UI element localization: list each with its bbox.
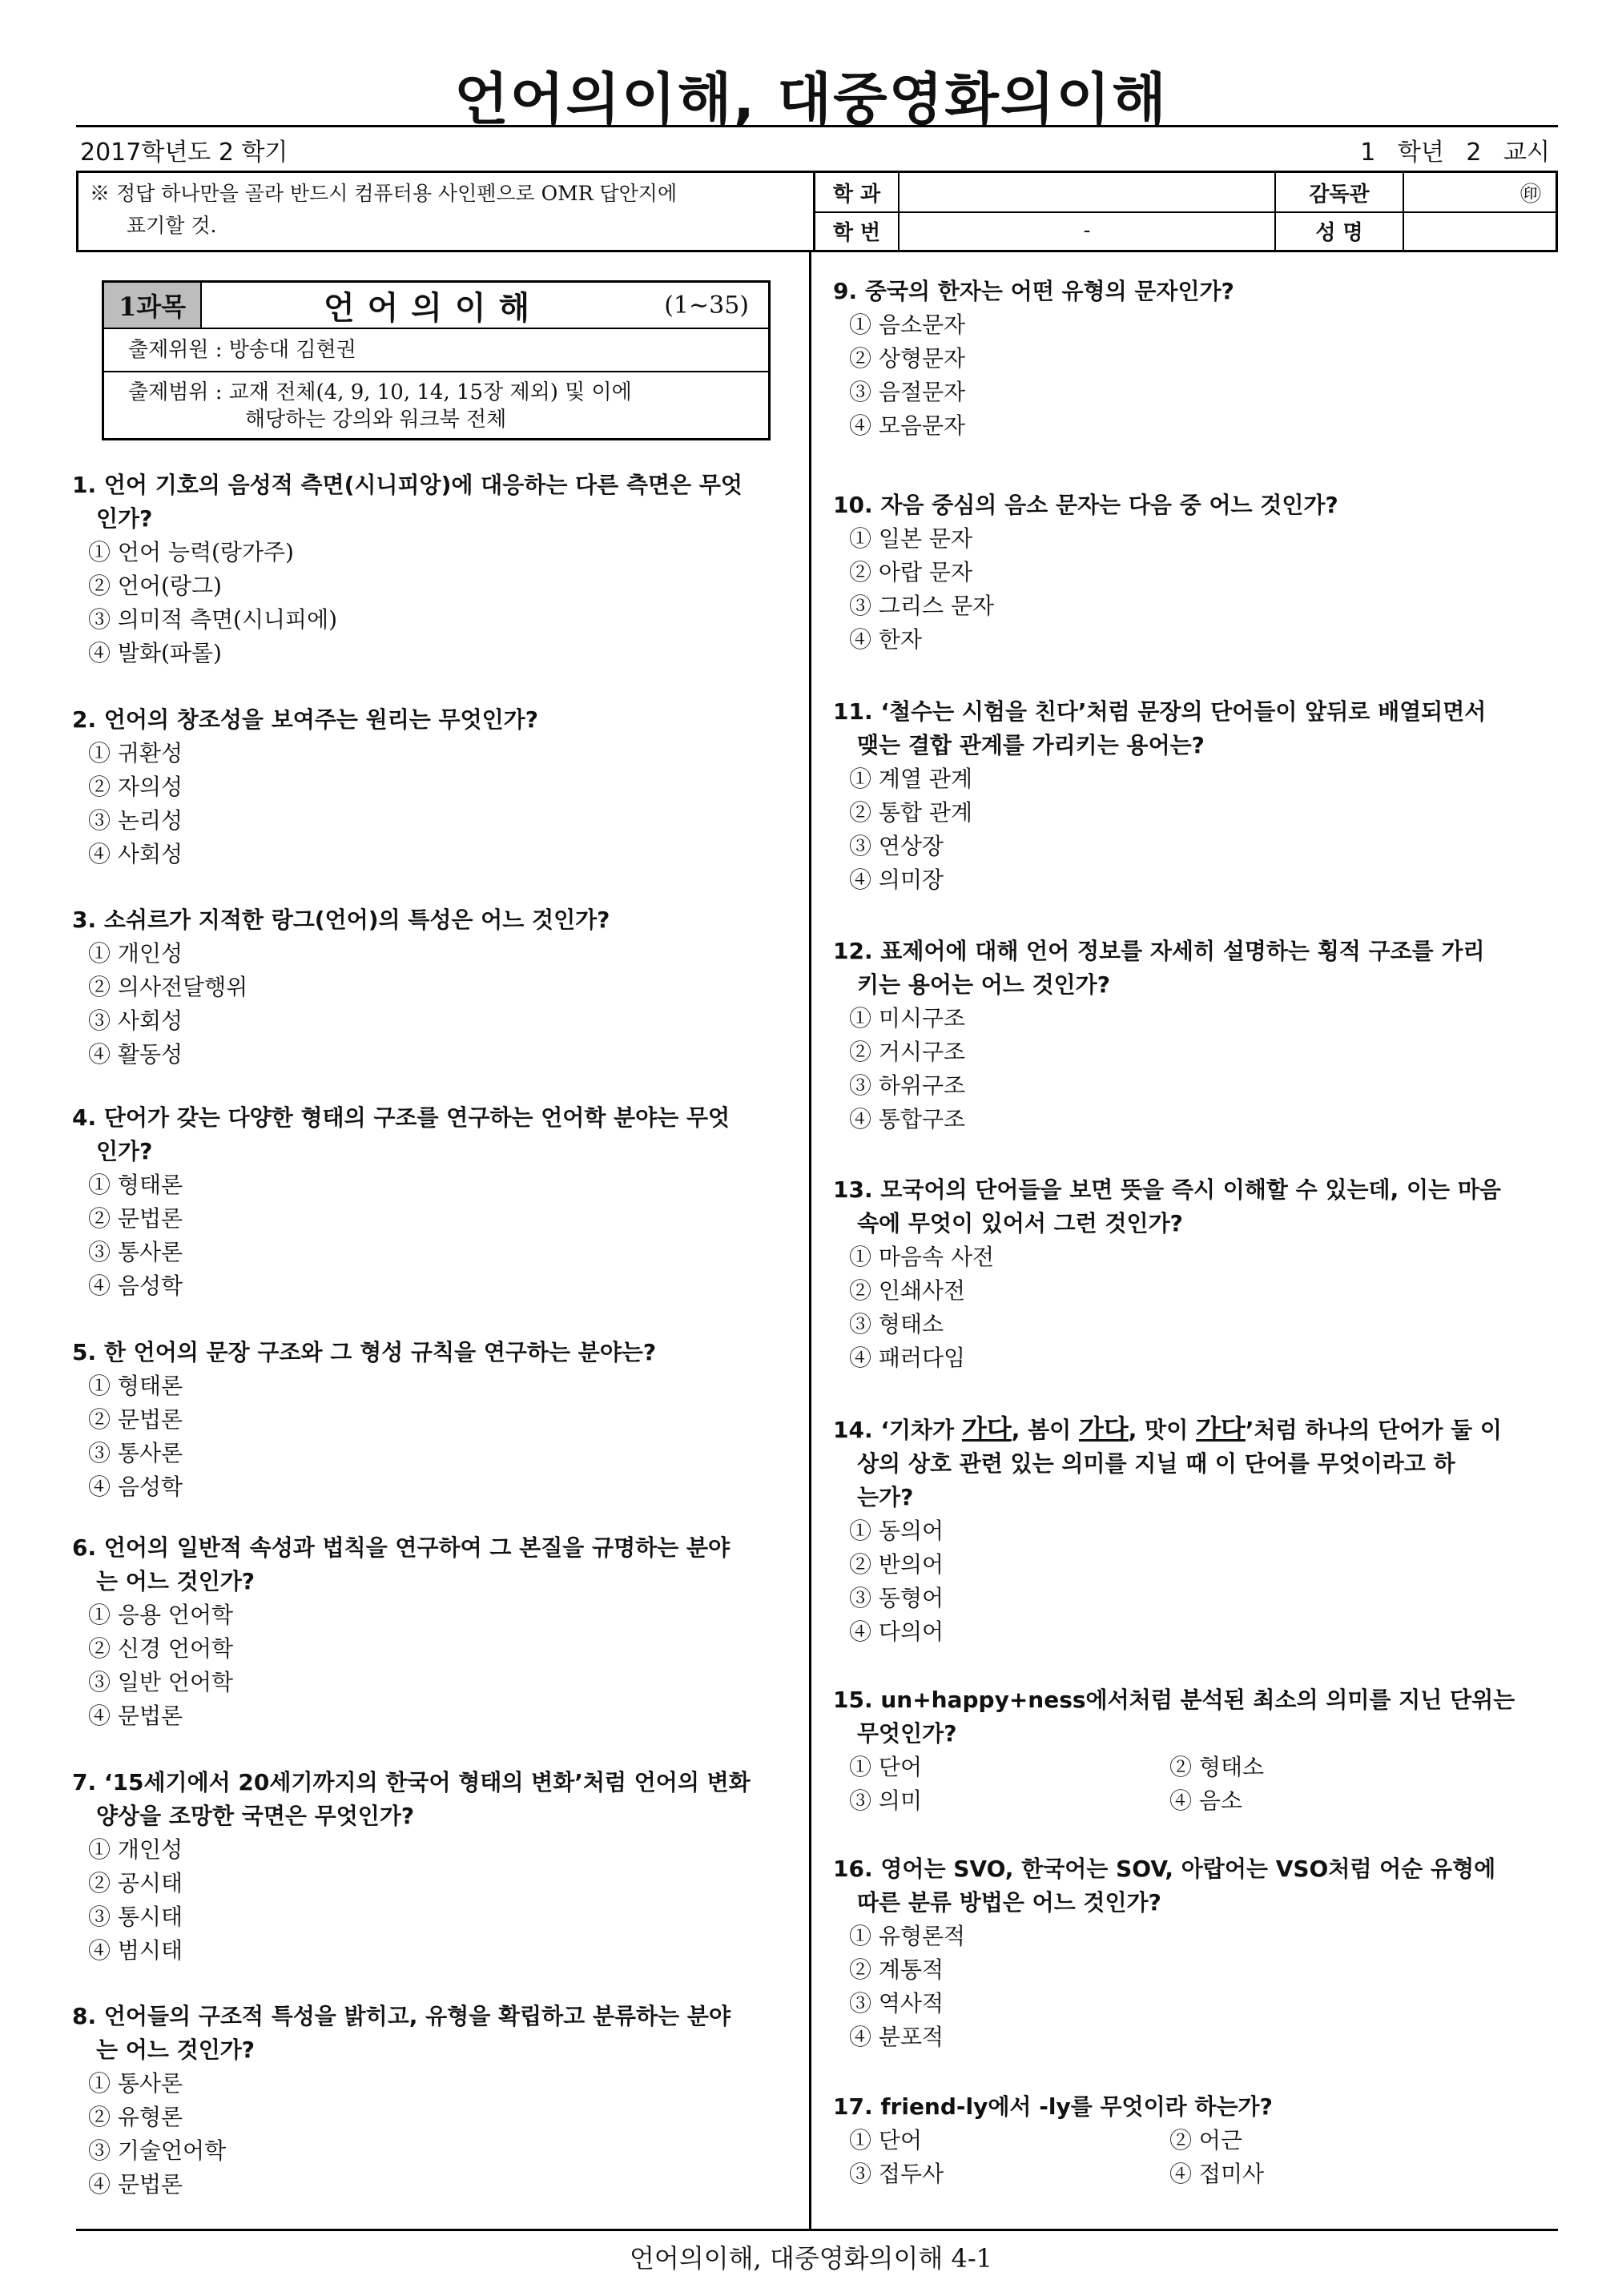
question-text: 15. un+happy+ness에서처럼 분석된 최소의 의미를 지닌 단위는 [833,1687,1515,1713]
name-field[interactable] [1404,211,1556,250]
option[interactable]: ④ 사회성 [88,841,183,867]
question-7 [72,1766,801,1968]
footer-divider [76,2229,1558,2231]
option[interactable]: ① 음소문자 [849,312,966,338]
question-text: 9. 중국의 한자는 어떤 유형의 문자인가? [833,278,1234,304]
question-text: 10. 자음 중심의 음소 문자는 다음 중 어느 것인가? [833,492,1338,518]
option[interactable]: ① 단어 [849,2127,922,2153]
grade-period: 1 학년 2 교시 [1360,139,1550,167]
page-footer: 언어의이해, 대중영화의이해 4-1 [630,2243,992,2274]
option[interactable]: ② 언어(랑그) [88,573,222,599]
question-text: 14. ‘기차가 가다, 봄이 가다, 맛이 가다’처럼 하나의 단어가 둘 이 [833,1413,1502,1444]
subject-range: (1∼35) [664,291,749,320]
underlined-word: 가다 [1078,1413,1129,1444]
supervisor-label: 감독관 [1276,173,1404,211]
option[interactable]: ③ 통시태 [88,1904,183,1930]
option[interactable]: ④ 다의어 [849,1618,944,1645]
question-text-cont: 는가? [857,1484,914,1510]
option[interactable]: ④ 발화(파롤) [88,640,222,666]
option[interactable]: ④ 통합구조 [849,1106,966,1132]
question-text: 13. 모국어의 단어들을 보면 뜻을 즉시 이해할 수 있는데, 이는 마음 [833,1176,1501,1203]
option[interactable]: ③ 하위구조 [849,1072,966,1099]
question-3 [72,903,801,1072]
option[interactable]: ③ 기술언어학 [88,2137,227,2164]
student-id-label: 학 번 [815,211,900,250]
question-text-cont: 무엇인가? [857,1720,957,1747]
question-text: 11. ‘철수는 시험을 친다’처럼 문장의 단어들이 앞뒤로 배열되면서 [833,698,1487,725]
option[interactable]: ③ 통사론 [88,1440,183,1466]
subject-author: 출제위원 : 방송대 김현권 [104,329,768,372]
subject-box [102,280,771,440]
question-text: 5. 한 언어의 문장 구조와 그 형성 규칙을 연구하는 분야는? [72,1339,657,1365]
question-text-cont: 양상을 조망한 국면은 무엇인가? [96,1803,415,1829]
option[interactable]: ③ 논리성 [88,807,183,834]
option[interactable]: ③ 사회성 [88,1007,183,1034]
subject-tag: 1과목 [104,283,202,328]
underlined-word: 가다 [961,1413,1012,1444]
question-1 [72,468,801,670]
question-text: 2. 언어의 창조성을 보여주는 원리는 무엇인가? [72,706,538,733]
question-text: 7. ‘15세기에서 20세기까지의 한국어 형태의 변화’처럼 언어의 변화 [72,1769,751,1795]
page-title: 언어의이해, 대중영화의이해 [454,66,1168,132]
underlined-word: 가다 [1196,1413,1246,1444]
question-15 [833,1683,1558,1818]
question-11 [833,695,1558,897]
question-text-cont: 는 어느 것인가? [96,2037,256,2063]
scope-line-2: 해당하는 강의와 워크북 전체 [245,408,507,432]
title-divider [76,125,1558,127]
option-row [833,2124,1558,2157]
option[interactable]: ③ 의미 [849,1787,922,1814]
option[interactable]: ① 언어 능력(랑가주) [88,539,294,565]
option[interactable]: ① 유형론적 [849,1923,966,1949]
option[interactable]: ③ 일반 언어학 [88,1669,234,1695]
option[interactable]: ① 통사론 [88,2070,183,2097]
option[interactable]: ③ 음절문자 [849,379,966,405]
question-text: 6. 언어의 일반적 속성과 법칙을 연구하여 그 본질을 규명하는 분야 [72,1534,731,1561]
option[interactable]: ③ 의미적 측면(시니피에) [88,606,338,633]
option[interactable]: ④ 의미장 [849,867,944,893]
option[interactable]: ③ 접두사 [849,2161,944,2187]
option[interactable]: ① 응용 언어학 [88,1602,234,1628]
option[interactable]: ③ 통사론 [88,1239,183,1265]
option[interactable]: ③ 연상장 [849,833,944,859]
name-label: 성 명 [1276,211,1404,250]
option[interactable]: ① 개인성 [88,1836,183,1863]
option[interactable]: ② 의사전달행위 [88,974,248,1000]
question-10 [833,489,1558,657]
option[interactable]: ② 형태소 [1169,1754,1265,1780]
option[interactable]: ② 반의어 [849,1551,944,1578]
option[interactable]: ① 형태론 [88,1373,183,1399]
question-text-cont: 맺는 결합 관계를 가리키는 용어는? [857,732,1205,758]
option[interactable]: ② 거시구조 [849,1039,966,1065]
question-text: 1. 언어 기호의 음성적 측면(시니피앙)에 대응하는 다른 측면은 무엇 [72,472,743,498]
option[interactable]: ② 통합 관계 [849,799,972,826]
question-4 [72,1101,801,1303]
option[interactable]: ① 계열 관계 [849,766,972,792]
option[interactable]: ③ 동형어 [849,1585,944,1611]
question-text-cont: 는 어느 것인가? [96,1568,256,1594]
subject-name: 언어의이해 [323,288,543,327]
question-16 [833,1852,1558,2054]
subject-scope [104,372,768,440]
supervisor-seal: ㊞ [1519,182,1541,207]
option[interactable]: ④ 범시태 [88,1937,183,1964]
option[interactable]: ③ 그리스 문자 [849,593,995,619]
notice-line-2: 표기할 것. [127,214,217,237]
question-text: 8. 언어들의 구조적 특성을 밝히고, 유형을 확립하고 분류하는 분야 [72,2003,731,2029]
option[interactable]: ② 상형문자 [849,345,966,372]
option[interactable]: ③ 형태소 [849,1311,944,1337]
question-text-cont: 인가? [96,1138,153,1164]
option[interactable]: ④ 접미사 [1169,2161,1265,2187]
column-divider [809,252,811,2229]
option[interactable]: ② 인쇄사전 [849,1277,966,1304]
option[interactable]: ① 미시구조 [849,1005,966,1031]
option[interactable]: ③ 역사적 [849,1990,944,2017]
scope-line-1: 출제범위 : 교재 전체(4, 9, 10, 14, 15장 제외) 및 이에 [128,380,632,404]
option[interactable]: ④ 모음문자 [849,412,966,439]
option[interactable]: ① 개인성 [88,940,183,967]
option[interactable]: ④ 활동성 [88,1041,183,1068]
question-13 [833,1173,1558,1375]
student-id-field[interactable]: - [900,211,1276,250]
question-text: 16. 영어는 SVO, 한국어는 SOV, 아랍어는 VSO처럼 어순 유형에 [833,1856,1496,1882]
option[interactable]: ④ 문법론 [88,1703,183,1729]
option[interactable]: ④ 음소 [1169,1787,1242,1814]
option[interactable]: ④ 음성학 [88,1474,183,1500]
dept-field[interactable] [900,173,1276,211]
question-text: 17. friend-ly에서 -ly를 무엇이라 하는가? [833,2093,1273,2120]
question-5 [72,1336,801,1504]
dept-label: 학 과 [815,173,900,211]
option[interactable]: ④ 패러다임 [849,1345,966,1371]
option[interactable]: ① 형태론 [88,1172,183,1198]
question-text-cont: 인가? [96,505,153,532]
option-row [833,1751,1558,1784]
question-14 [833,1412,1558,1649]
option[interactable]: ① 일본 문자 [849,525,972,552]
option[interactable]: ② 어근 [1169,2127,1242,2153]
year-term: 2017학년도 2 학기 [80,139,288,167]
option[interactable]: ② 아랍 문자 [849,559,972,585]
option[interactable]: ① 동의어 [849,1518,944,1544]
option[interactable]: ① 귀환성 [88,740,183,766]
question-8 [72,2000,801,2202]
question-17 [833,2090,1558,2191]
notice-line-1: ※ 정답 하나만을 골라 반드시 컴퓨터용 사인펜으로 OMR 답안지에 [90,182,678,205]
question-12 [833,935,1558,1136]
option[interactable]: ② 자의성 [88,774,183,800]
question-9 [833,275,1558,443]
option[interactable]: ② 신경 언어학 [88,1635,234,1662]
question-6 [72,1531,801,1733]
exam-header-box [76,171,1558,252]
option[interactable]: ② 문법론 [88,1205,183,1232]
option[interactable]: ② 공시태 [88,1870,183,1896]
option-row [833,1784,1558,1818]
question-text-cont: 상의 상호 관련 있는 의미를 지닐 때 이 단어를 무엇이라고 하 [857,1450,1455,1477]
option[interactable]: ④ 문법론 [88,2171,183,2197]
option[interactable]: ④ 음성학 [88,1273,183,1299]
option[interactable]: ② 계통적 [849,1956,944,1983]
option[interactable]: ④ 분포적 [849,2024,944,2050]
question-2 [72,703,801,871]
option[interactable]: ① 마음속 사전 [849,1244,995,1270]
option[interactable]: ④ 한자 [849,626,922,653]
option-row [833,2157,1558,2191]
question-text-cont: 따른 분류 방법은 어느 것인가? [857,1889,1161,1916]
option[interactable]: ① 단어 [849,1754,922,1780]
question-text-cont: 키는 용어는 어느 것인가? [857,971,1110,998]
exam-notice [78,173,815,250]
question-text-cont: 속에 무엇이 있어서 그런 것인가? [857,1210,1183,1236]
question-text: 4. 단어가 갖는 다양한 형태의 구조를 연구하는 언어학 분야는 무엇 [72,1104,731,1131]
question-text: 12. 표제어에 대해 언어 정보를 자세히 설명하는 횡적 구조를 가리 [833,938,1485,964]
option[interactable]: ② 유형론 [88,2104,183,2130]
question-text: 3. 소쉬르가 지적한 랑그(언어)의 특성은 어느 것인가? [72,907,610,933]
option[interactable]: ② 문법론 [88,1406,183,1433]
